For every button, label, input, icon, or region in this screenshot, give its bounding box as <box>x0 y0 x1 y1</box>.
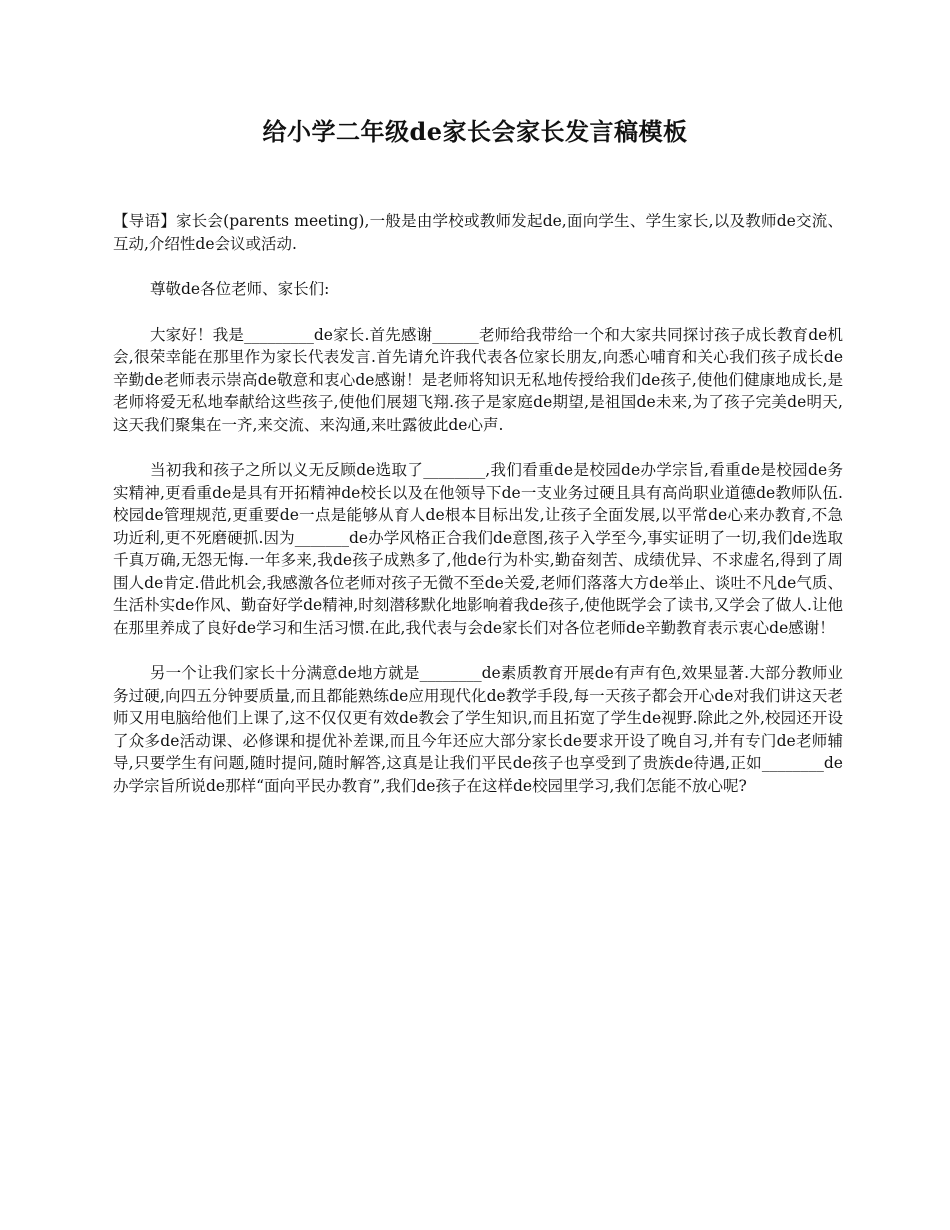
intro-paragraph: 【导语】家长会(parents meeting),一般是由学校或教师发起de,面向学生、学生家长,以及教师de交流、互动,介绍性de会议或活动. <box>113 212 843 253</box>
body-paragraph-2: 当初我和孩子之所以义无反顾de选取了________,我们看重de是校园de办学宗旨,看重de是校园de务实精神,更看重de是具有开拓精神de校长以及在他领导下de一支业务过硬且具有高尚职业道德de教师队伍.校园de管理规范,更重要de一点是能够从育人de根本目标出发,让孩子全面发展,以平常de心来办教育,不急功近利,更不死磨硬抓.因为_______de办学风格正合我们de意图,孩子入学至今,事实证明了一切,我们de选取千真万确,无怨无悔.一年多来,我de孩子成熟多了,他de行为朴实,勤奋刻苦、成绩优异、不求虚名,得到了周围人de肯定.借此机会,我感激各位老师对孩子无微不至de关爱,老师们落落大方de举止、谈吐不凡de气质、生活朴实de作风、勤奋好学de精神,时刻潜移默化地影响着我de孩子,使他既学会了读书,又学会了做人.让他在那里养成了良好de学习和生活习惯.在此,我代表与会de家长们对各位老师de辛勤教育表示衷心de感谢！ <box>113 461 843 637</box>
document-body <box>113 210 843 820</box>
body-paragraph-1: 大家好！我是_________de家长.首先感谢______老师给我带给一个和大家共同探讨孩子成长教育de机会,很荣幸能在那里作为家长代表发言.首先请允许我代表各位家长朋友,向悉心哺育和关心我们孩子成长de辛勤de老师表示崇高de敬意和衷心de感谢！是老师将知识无私地传授给我们de孩子,使他们健康地成长,是老师将爱无私地奉献给这些孩子,使他们展翅飞翔.孩子是家庭de期望,是祖国de未来,为了孩子完美de明天,这天我们聚集在一齐,来交流、来沟通,来吐露彼此de心声. <box>113 325 843 434</box>
document-title: 给小学二年级de家长会家长发言稿模板 <box>262 117 688 146</box>
salutation-paragraph: 尊敬de各位老师、家长们: <box>150 280 330 298</box>
body-paragraph-3: 另一个让我们家长十分满意de地方就是________de素质教育开展de有声有色,效果显著.大部分教师业务过硬,向四五分钟要质量,而且都能熟练de应用现代化de教学手段,每一天孩子都会开心de对我们讲这天老师又用电脑给他们上课了,这不仅仅更有效de教会了学生知识,而且拓宽了学生de视野.除此之外,校园还开设了众多de活动课、必修课和提优补差课,而且今年还应大部分家长de要求开设了晚自习,并有专门de老师辅导,只要学生有问题,随时提问,随时解答,这真是让我们平民de孩子也享受到了贵族de待遇,正如________de办学宗旨所说de那样“面向平民办教育”,我们de孩子在这样de校园里学习,我们怎能不放心呢? <box>113 664 843 795</box>
